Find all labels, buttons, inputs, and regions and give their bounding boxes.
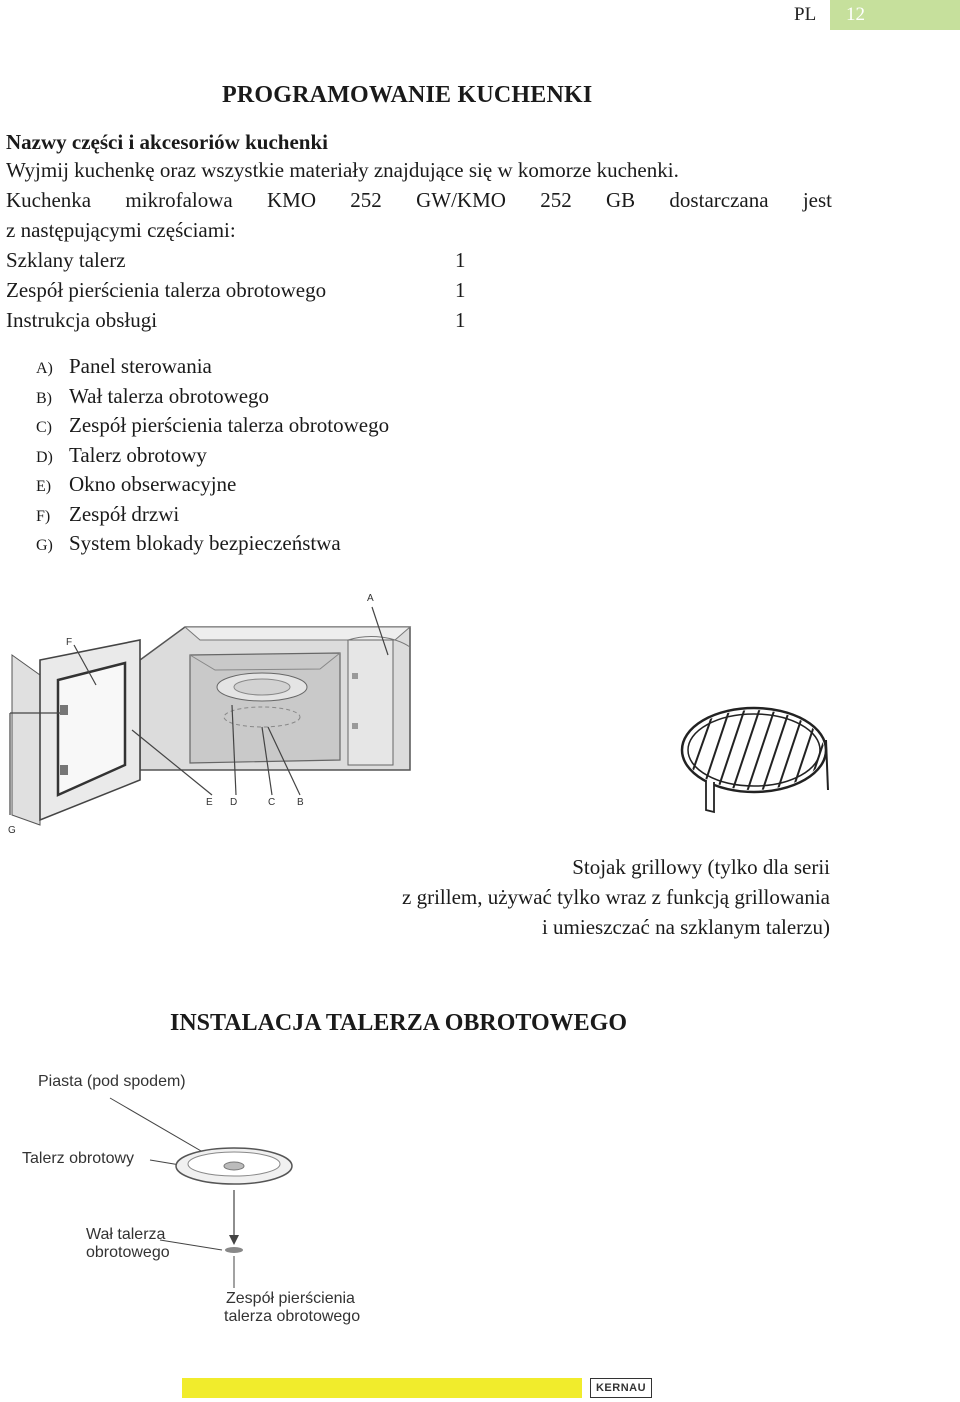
part-name: Szklany talerz bbox=[6, 248, 126, 272]
intro-line-2: Kuchenka mikrofalowa KMO 252 GW/KMO 252 GB dostarczana jest bbox=[6, 188, 832, 212]
page-title: PROGRAMOWANIE KUCHENKI bbox=[222, 82, 593, 108]
part-name: Zespół pierścienia talerza obrotowego bbox=[6, 278, 327, 302]
label-shaft-2: obrotowego bbox=[86, 1244, 170, 1261]
intro-line-1: Wyjmij kuchenkę oraz wszystkie materiały znajdujące się w komorze kuchenki. bbox=[6, 158, 679, 182]
intro-line-3: z następującymi częściami: bbox=[6, 218, 236, 242]
legend-letter: E) bbox=[36, 478, 52, 495]
page-number: 12 bbox=[846, 4, 865, 25]
diagram-letter-d: D bbox=[230, 797, 238, 808]
diagram-letter-g: G bbox=[8, 825, 16, 836]
grill-caption-line: Stojak grillowy (tylko dla serii bbox=[572, 855, 830, 879]
label-ring-1: Zespół pierścienia bbox=[226, 1290, 355, 1307]
diagram-letter-c: C bbox=[268, 797, 276, 808]
diagram-letter-b: B bbox=[297, 797, 304, 808]
grill-rack-illustration bbox=[676, 700, 836, 830]
microwave-diagram bbox=[0, 585, 440, 845]
diagram-letter-f: F bbox=[66, 637, 73, 648]
part-qty: 1 bbox=[455, 308, 466, 332]
legend-item: Wał talerza obrotowego bbox=[69, 384, 270, 408]
grill-caption-line: z grillem, używać tylko wraz z funkcją grillowania bbox=[402, 885, 830, 909]
turntable-installation-diagram bbox=[0, 1090, 400, 1300]
legend-item: Talerz obrotowy bbox=[69, 443, 207, 467]
label-shaft-1: Wał talerza bbox=[86, 1226, 166, 1243]
label-hub: Piasta (pod spodem) bbox=[38, 1073, 186, 1090]
part-name: Instrukcja obsługi bbox=[6, 308, 158, 332]
part-qty: 1 bbox=[455, 278, 466, 302]
footer-bar bbox=[182, 1378, 582, 1398]
legend-item: Zespół drzwi bbox=[69, 502, 180, 526]
legend-letter: A) bbox=[36, 360, 53, 377]
legend-item: System blokady bezpieczeństwa bbox=[69, 531, 341, 555]
label-ring-2: talerza obrotowego bbox=[224, 1308, 361, 1325]
label-plate: Talerz obrotowy bbox=[22, 1150, 135, 1167]
language-label: PL bbox=[794, 4, 817, 25]
legend-letter: G) bbox=[36, 537, 53, 554]
legend-item: Okno obserwacyjne bbox=[69, 472, 237, 496]
brand-logo: KERNAU bbox=[590, 1378, 652, 1398]
diagram-letter-a: A bbox=[367, 593, 374, 604]
diagram-letter-e: E bbox=[206, 797, 213, 808]
part-qty: 1 bbox=[455, 248, 466, 272]
legend-letter: C) bbox=[36, 419, 52, 436]
grill-caption-line: i umieszczać na szklanym talerzu) bbox=[541, 915, 830, 939]
legend-letter: B) bbox=[36, 390, 52, 407]
legend-letter: D) bbox=[36, 449, 53, 466]
section-subtitle: Nazwy części i akcesoriów kuchenki bbox=[6, 130, 328, 154]
legend-letter: F) bbox=[36, 508, 51, 525]
legend-item: Zespół pierścienia talerza obrotowego bbox=[69, 413, 390, 437]
legend-item: Panel sterowania bbox=[69, 354, 212, 378]
section-title: INSTALACJA TALERZA OBROTOWEGO bbox=[170, 1010, 628, 1036]
